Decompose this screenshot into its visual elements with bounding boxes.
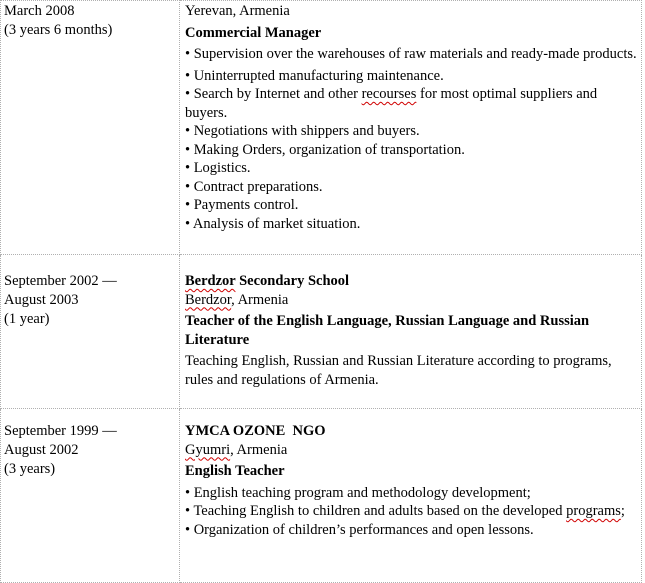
job-description: Teaching English, Russian and Russian Literature according to programs, rules and regulations of Armenia. [185, 353, 616, 388]
spelling-flag: recourses [361, 86, 417, 102]
duty-item: • Search by Internet and other recourses for most optimal suppliers and buyers. [185, 86, 598, 121]
employment-entry [1, 1, 642, 255]
spelling-flag: Berdzor [185, 291, 232, 308]
spelling-flag: programs [566, 503, 621, 519]
duty-item: • Analysis of market situation. [185, 215, 361, 232]
location: Berdzor, Armenia [185, 291, 289, 308]
period-start: September 1999 — [4, 423, 117, 439]
duty-item: • Logistics. [185, 160, 251, 176]
duty-item: • Supervision over the warehouses of raw materials and ready-made products. [185, 46, 637, 62]
duty-item: • Making Orders, organization of transportation. [185, 141, 465, 158]
period-duration: (3 years) [4, 461, 56, 477]
detail-cell [180, 255, 642, 409]
location: Yerevan, Armenia [185, 3, 290, 19]
duty-item: • Teaching English to children and adults based on the developed programs; [185, 503, 625, 519]
duty-item: • Negotiations with shippers and buyers. [185, 123, 420, 139]
period-duration: (1 year) [4, 311, 50, 327]
employment-entry [1, 255, 642, 409]
period-duration: (3 years 6 months) [4, 22, 113, 38]
detail-cell [180, 1, 642, 255]
period-cell [1, 255, 180, 409]
period-start: September 2002 — [4, 273, 117, 289]
organization-name: Berdzor Secondary School [185, 273, 350, 289]
period-end: August 2003 [4, 292, 79, 308]
duty-item: • English teaching program and methodology development; [185, 484, 531, 501]
detail-cell [180, 409, 642, 583]
period-end: August 2002 [4, 442, 79, 458]
period-cell [1, 409, 180, 583]
position-title: Commercial Manager [185, 24, 322, 41]
duty-item: • Organization of children’s performances and open lessons. [185, 521, 534, 538]
duty-item: • Payments control. [185, 197, 299, 213]
organization-name: YMCA OZONE NGO [185, 423, 326, 439]
employment-entry [1, 409, 642, 583]
position-title: Teacher of the English Language, Russian Language and Russian Literature [185, 313, 593, 348]
duty-item: • Contract preparations. [185, 178, 323, 195]
period-cell [1, 1, 180, 255]
location: Gyumri, Armenia [185, 441, 288, 458]
position-title: English Teacher [185, 463, 285, 479]
spelling-flag: Berdzor [185, 273, 236, 289]
period-start: March 2008 [4, 3, 75, 19]
duty-item: • Uninterrupted manufacturing maintenance. [185, 67, 444, 84]
spelling-flag: Gyumri [185, 441, 231, 458]
